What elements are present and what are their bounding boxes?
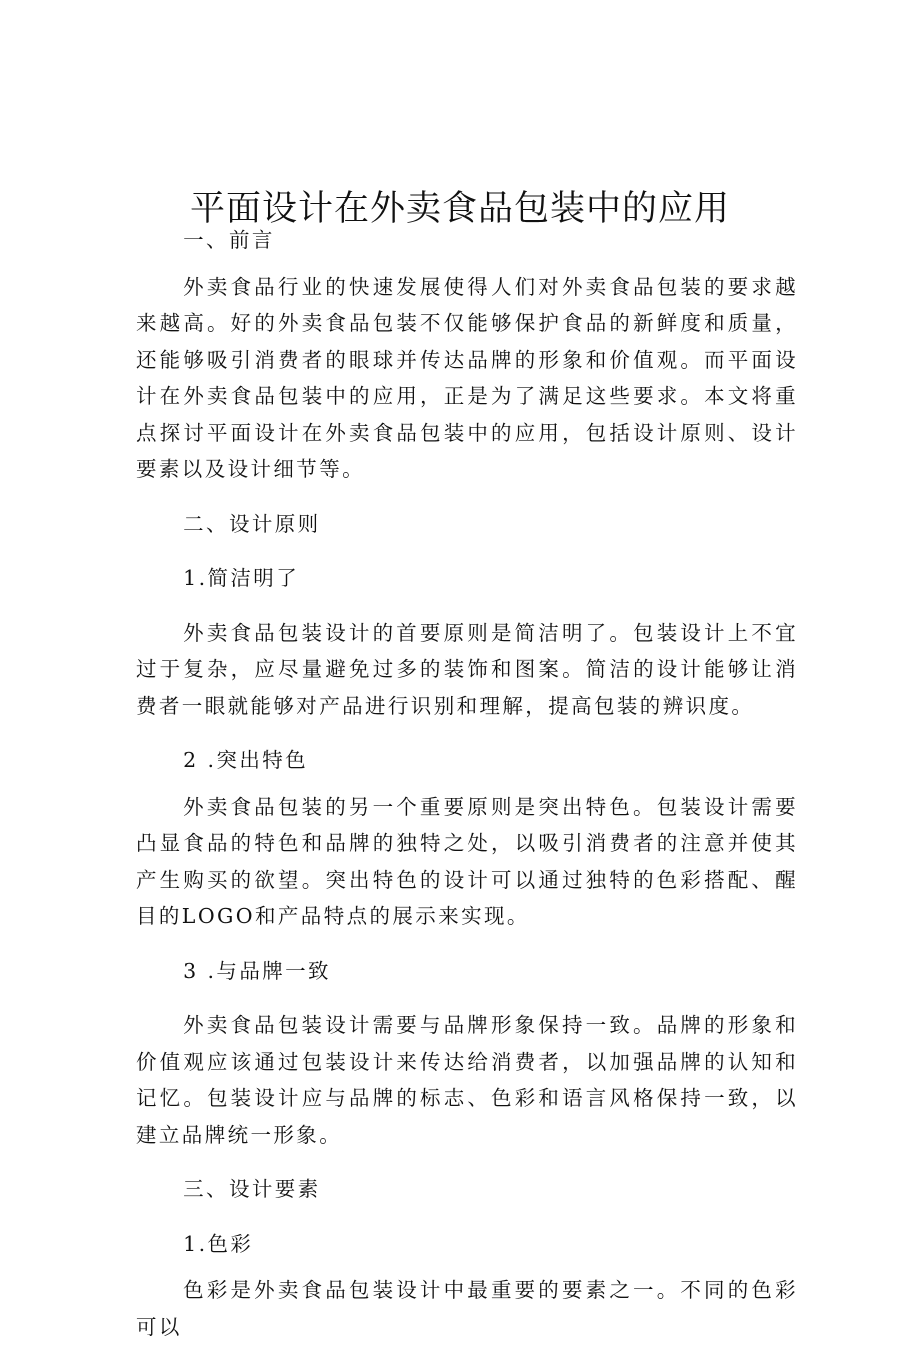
subheading-brand-consistency: 3 .与品牌一致: [183, 958, 331, 983]
subheading-highlight-features: 2 .突出特色: [183, 748, 309, 772]
document-title: 平面设计在外卖食品包装中的应用: [189, 189, 730, 230]
section-heading-elements: 三、设计要素: [183, 1177, 321, 1201]
paragraph-highlight-features: 外卖食品包装的另一个重要原则是突出特色。包装设计需要凸显食品的特色和品牌的独特之处，以吸引消费者的注意并使其产生购买的欲望。突出特色的设计可以通过独特的色彩搭配、醒目的LOGO和产品特点的展示来实现。: [136, 794, 798, 928]
document-body: [136, 222, 798, 1345]
paragraph-color: 色彩是外卖食品包装设计中最重要的要素之一。不同的色彩可以: [136, 1278, 798, 1339]
subheading-color: 1.色彩: [183, 1231, 254, 1256]
section-heading-intro: 一、前言: [183, 228, 275, 252]
paragraph-simple-clear: 外卖食品包装设计的首要原则是简洁明了。包装设计上不宜过于复杂，应尽量避免过多的装饰和图案。简洁的设计能够让消费者一眼就能够对产品进行识别和理解，提高包装的辨识度。: [136, 620, 798, 718]
section-heading-principles: 二、设计原则: [183, 511, 321, 536]
paragraph-brand-consistency: 外卖食品包装设计需要与品牌形象保持一致。品牌的形象和价值观应该通过包装设计来传达给消费者，以加强品牌的认知和记忆。包装设计应与品牌的标志、色彩和语言风格保持一致，以建立品牌统一形象。: [136, 1013, 798, 1147]
paragraph-intro: 外卖食品行业的快速发展使得人们对外卖食品包装的要求越来越高。好的外卖食品包装不仅能够保护食品的新鲜度和质量，还能够吸引消费者的眼球并传达品牌的形象和价值观。而平面设计在外卖食品包装中的应用，正是为了满足这些要求。本文将重点探讨平面设计在外卖食品包装中的应用，包括设计原则、设计要素以及设计细节等。: [136, 274, 798, 481]
subheading-simple-clear: 1.简洁明了: [183, 566, 300, 590]
